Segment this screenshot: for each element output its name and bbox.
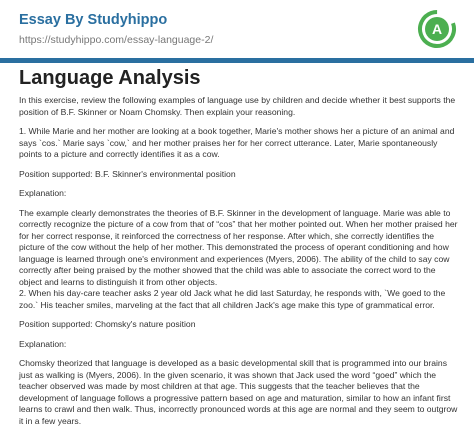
page-url[interactable]: https://studyhippo.com/essay-language-2/: [19, 34, 214, 46]
paragraph-example-1: 1. While Marie and her mother are looking at a book together, Marie's mother shows her a picture of an animal and says `cos.` Marie says `cow,` and her mother praises her for her correct utterance. Later, Marie spontaneously points to a picture and correctly identifies it as a cow.: [19, 126, 455, 159]
article-body: [19, 66, 459, 435]
logo-letter: A: [431, 21, 443, 37]
paragraph-example-2: 2. When his day-care teacher asks 2 year old Jack what he did last Saturday, he responds with, `We goed to the zoo.` His teacher smiles, marveling at the fact that all children Jack's age make this type of grammatical error.: [19, 288, 446, 310]
studyhippo-logo-icon[interactable]: [417, 9, 457, 49]
paragraph-position-1: Position supported: B.F. Skinner's environmental position: [19, 168, 236, 179]
paragraph-position-2: Position supported: Chomsky's nature position: [19, 319, 196, 329]
paragraph-intro: In this exercise, review the following examples of language use by children and decide whether it best supports the position of B.F. Skinner or Noam Chomsky. Then explain your reasoning.: [19, 95, 456, 117]
paragraph-explanation-label-2: Explanation:: [19, 338, 67, 349]
article-title: Language Analysis: [19, 67, 201, 89]
paragraph-explanation-label-1: Explanation:: [19, 188, 67, 198]
page-header: [0, 0, 474, 56]
header-divider: [0, 58, 474, 63]
paragraph-explanation-2: Chomsky theorized that language is developed as a basic developmental skill that is programmed into our brains just as walking is (Myers, 2006). In the given scenario, it was shown that Jack used the word “goed” which the teacher observed was made by most children at that age. This suggests that the teacher believes that the development of language follows a progressive pattern based on age and maturation, similar to how an infant first learns to crawl and then walk. Thus, incorrectly pronounced words at this age are normal and they seem to outgrow it in a few years.: [19, 358, 458, 426]
paragraph-explanation-1: The example clearly demonstrates the theories of B.F. Skinner in the development of language. Marie was able to correctly recognize the picture of a cow from that of “cos” that her mother pointed out. When her mother praised her for her correct response, it reinforced the correctness of her response. After which, she correctly identifies the picture of the cow without the help of her mother. This demonstrated the process of operant conditioning and how language is learned through one's environment and experiences (Myers, 2006). The ability of the child to say cow correctly after being praised by the mother showed that the child was able to associate the correct word to the object and learns to distinguish it from other objects.: [19, 207, 458, 287]
site-brand[interactable]: Essay By Studyhippo: [19, 12, 168, 28]
